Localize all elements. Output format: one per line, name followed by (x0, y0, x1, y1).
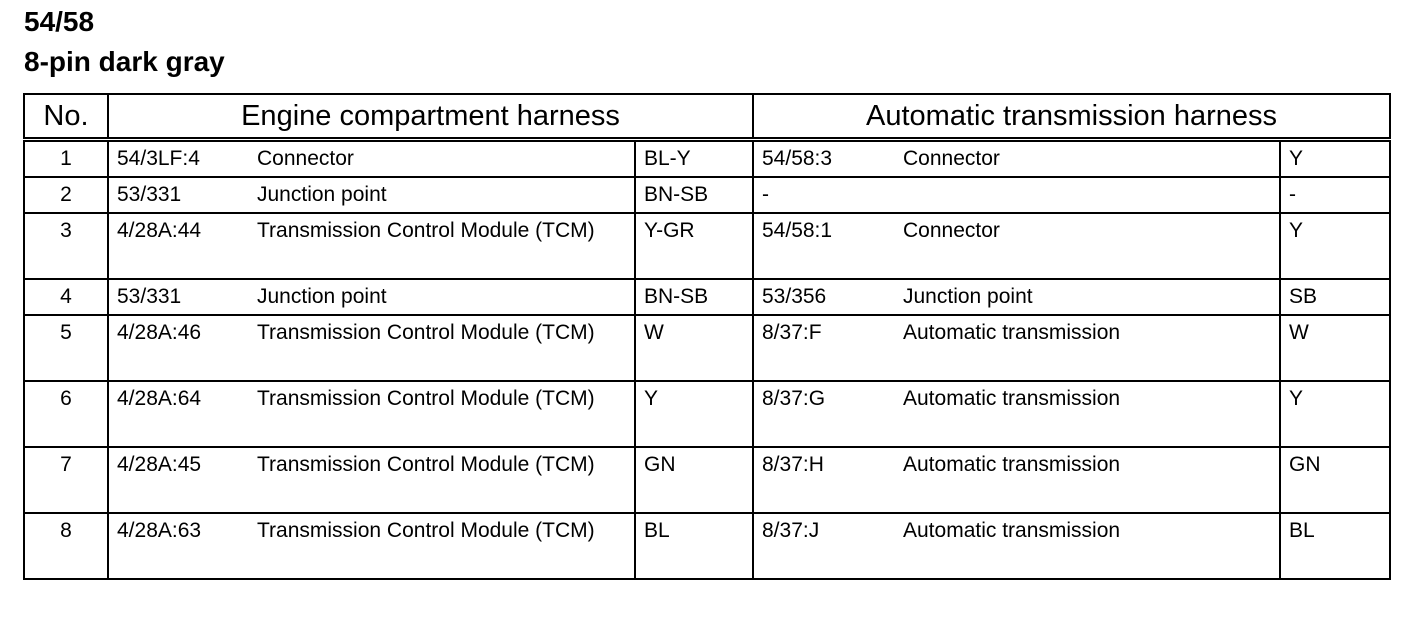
connector-description: 8-pin dark gray (24, 46, 225, 77)
engine-wire-color: Y-GR (635, 213, 753, 279)
engine-connection-id: 4/28A:63 (108, 513, 249, 579)
transmission-wire-color: W (1280, 315, 1390, 381)
table-row (24, 447, 1390, 513)
transmission-connection-name: Connector (895, 140, 1280, 178)
engine-connection-name: Transmission Control Module (TCM) (249, 513, 635, 579)
transmission-connection-name: Automatic transmission (895, 513, 1280, 579)
transmission-connection-id: 54/58:3 (753, 140, 895, 178)
engine-connection-id: 4/28A:64 (108, 381, 249, 447)
pin-number: 6 (24, 381, 108, 447)
engine-connection-name: Transmission Control Module (TCM) (249, 213, 635, 279)
table-row (24, 177, 1390, 213)
engine-connection-id: 53/331 (108, 177, 249, 213)
engine-connection-id: 4/28A:46 (108, 315, 249, 381)
pin-number: 1 (24, 140, 108, 178)
engine-wire-color: Y (635, 381, 753, 447)
pin-number: 3 (24, 213, 108, 279)
table-row (24, 513, 1390, 579)
transmission-wire-color: Y (1280, 381, 1390, 447)
pin-number: 7 (24, 447, 108, 513)
transmission-connection-id: - (753, 177, 895, 213)
header-no: No. (24, 94, 108, 140)
transmission-wire-color: Y (1280, 140, 1390, 178)
engine-wire-color: BL-Y (635, 140, 753, 178)
engine-connection-name: Junction point (249, 279, 635, 315)
engine-wire-color: BN-SB (635, 279, 753, 315)
transmission-connection-name: Automatic transmission (895, 381, 1280, 447)
header-engine-harness: Engine compartment harness (108, 94, 753, 140)
connector-id: 54/58 (24, 6, 95, 37)
table-header-row (24, 94, 1390, 140)
transmission-connection-name: Automatic transmission (895, 315, 1280, 381)
transmission-connection-name: Junction point (895, 279, 1280, 315)
engine-connection-id: 54/3LF:4 (108, 140, 249, 178)
engine-connection-id: 4/28A:45 (108, 447, 249, 513)
engine-connection-name: Transmission Control Module (TCM) (249, 447, 635, 513)
transmission-connection-id: 8/37:J (753, 513, 895, 579)
transmission-wire-color: Y (1280, 213, 1390, 279)
table-row (24, 315, 1390, 381)
engine-wire-color: BN-SB (635, 177, 753, 213)
transmission-wire-color: GN (1280, 447, 1390, 513)
table-row (24, 213, 1390, 279)
transmission-connection-name: Automatic transmission (895, 447, 1280, 513)
header-transmission-harness: Automatic transmission harness (753, 94, 1390, 140)
transmission-connection-name: Connector (895, 213, 1280, 279)
transmission-wire-color: SB (1280, 279, 1390, 315)
engine-connection-id: 4/28A:44 (108, 213, 249, 279)
table-row (24, 140, 1390, 178)
transmission-connection-name (895, 177, 1280, 213)
pin-number: 8 (24, 513, 108, 579)
engine-wire-color: GN (635, 447, 753, 513)
engine-wire-color: W (635, 315, 753, 381)
transmission-wire-color: BL (1280, 513, 1390, 579)
engine-connection-name: Connector (249, 140, 635, 178)
transmission-wire-color: - (1280, 177, 1390, 213)
engine-wire-color: BL (635, 513, 753, 579)
engine-connection-id: 53/331 (108, 279, 249, 315)
pin-number: 2 (24, 177, 108, 213)
engine-connection-name: Transmission Control Module (TCM) (249, 315, 635, 381)
pin-number: 5 (24, 315, 108, 381)
table-row (24, 381, 1390, 447)
engine-connection-name: Junction point (249, 177, 635, 213)
pin-number: 4 (24, 279, 108, 315)
transmission-connection-id: 8/37:G (753, 381, 895, 447)
pin-table (23, 93, 1391, 580)
transmission-connection-id: 8/37:F (753, 315, 895, 381)
transmission-connection-id: 8/37:H (753, 447, 895, 513)
transmission-connection-id: 53/356 (753, 279, 895, 315)
table-row (24, 279, 1390, 315)
engine-connection-name: Transmission Control Module (TCM) (249, 381, 635, 447)
transmission-connection-id: 54/58:1 (753, 213, 895, 279)
